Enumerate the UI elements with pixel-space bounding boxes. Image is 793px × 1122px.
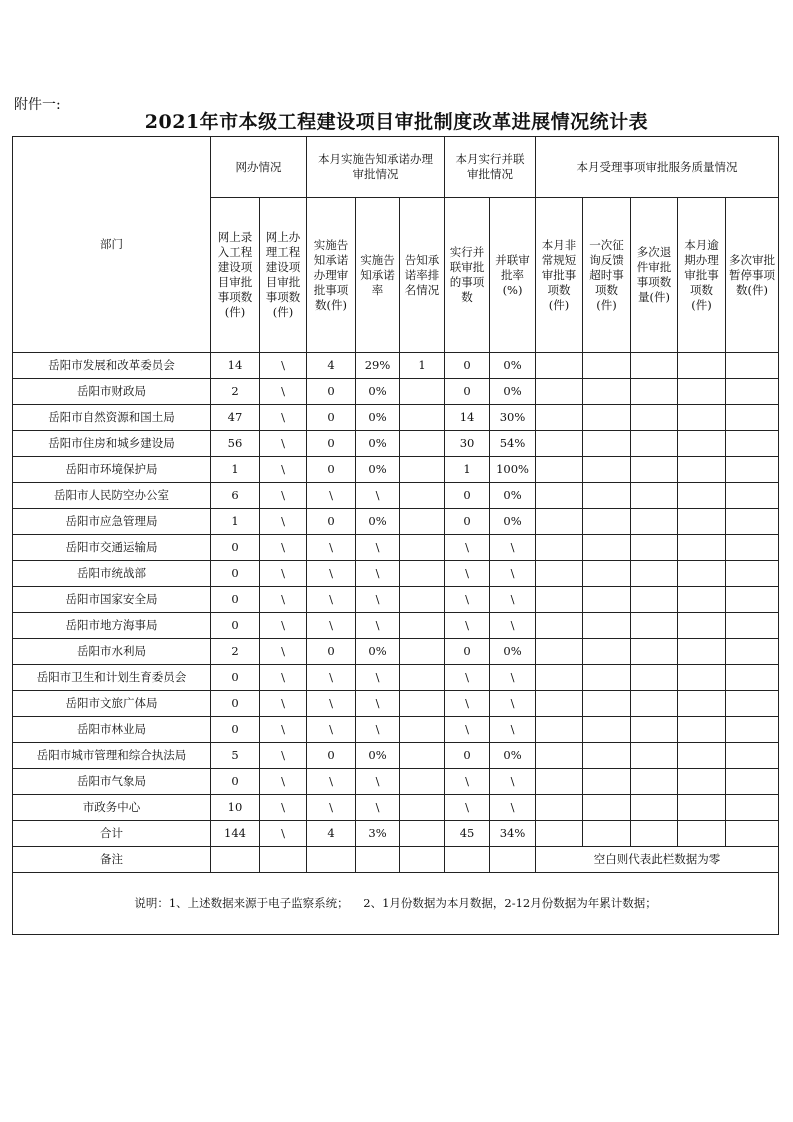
value-cell: \ [490, 691, 536, 717]
value-cell [726, 431, 779, 457]
table-row [13, 379, 779, 405]
value-cell: 30% [490, 405, 536, 431]
value-cell: 0% [356, 405, 400, 431]
value-cell: 10 [211, 795, 260, 821]
dept-cell: 岳阳市人民防空办公室 [13, 483, 211, 509]
value-cell: 0 [211, 769, 260, 795]
value-cell: \ [445, 691, 490, 717]
value-cell: \ [356, 483, 400, 509]
dept-header: 部门 [13, 137, 211, 353]
dept-cell: 岳阳市统战部 [13, 561, 211, 587]
table-row [13, 405, 779, 431]
value-cell [400, 821, 445, 847]
col-header: 并联审批率(%) [490, 198, 536, 353]
value-cell [631, 353, 678, 379]
remarks-empty-cell [211, 847, 260, 873]
value-cell: 56 [211, 431, 260, 457]
remarks-row [13, 847, 779, 873]
value-cell: \ [260, 717, 307, 743]
value-cell: 1 [211, 457, 260, 483]
value-cell: \ [445, 613, 490, 639]
table-row [13, 509, 779, 535]
value-cell [583, 717, 631, 743]
value-cell [400, 691, 445, 717]
table-row [13, 483, 779, 509]
value-cell [631, 587, 678, 613]
value-cell: 4 [307, 821, 356, 847]
value-cell [400, 587, 445, 613]
value-cell [536, 457, 583, 483]
dept-cell: 岳阳市水利局 [13, 639, 211, 665]
value-cell [583, 769, 631, 795]
dept-cell: 市政务中心 [13, 795, 211, 821]
value-cell [678, 769, 726, 795]
group-header-quality: 本月受理事项审批服务质量情况 [536, 137, 779, 198]
value-cell [536, 769, 583, 795]
value-cell: 0 [307, 431, 356, 457]
value-cell: \ [356, 795, 400, 821]
value-cell: 0% [356, 431, 400, 457]
value-cell [678, 717, 726, 743]
value-cell [536, 821, 583, 847]
value-cell [536, 431, 583, 457]
value-cell [400, 665, 445, 691]
value-cell: \ [490, 535, 536, 561]
col-header: 多次审批暂停事项数(件) [726, 198, 779, 353]
table-row [13, 561, 779, 587]
value-cell [583, 795, 631, 821]
value-cell [583, 353, 631, 379]
value-cell: 3% [356, 821, 400, 847]
value-cell: 6 [211, 483, 260, 509]
value-cell [536, 743, 583, 769]
value-cell: 0 [445, 379, 490, 405]
value-cell [726, 769, 779, 795]
value-cell: \ [260, 613, 307, 639]
dept-cell: 岳阳市自然资源和国土局 [13, 405, 211, 431]
value-cell: 0 [211, 535, 260, 561]
footnote-row [13, 873, 779, 935]
value-cell: \ [490, 561, 536, 587]
col-header: 本月非常规短审批事项数(件) [536, 198, 583, 353]
value-cell: 0 [307, 639, 356, 665]
dept-cell: 岳阳市文旅广体局 [13, 691, 211, 717]
value-cell [536, 483, 583, 509]
value-cell [726, 483, 779, 509]
value-cell: 0 [445, 743, 490, 769]
remarks-label: 备注 [13, 847, 211, 873]
value-cell: 0 [307, 405, 356, 431]
value-cell: \ [260, 743, 307, 769]
table-row [13, 353, 779, 379]
dept-cell: 合计 [13, 821, 211, 847]
dept-cell: 岳阳市国家安全局 [13, 587, 211, 613]
value-cell: \ [260, 639, 307, 665]
value-cell: \ [356, 717, 400, 743]
value-cell [678, 743, 726, 769]
value-cell: \ [260, 795, 307, 821]
dept-cell: 岳阳市地方海事局 [13, 613, 211, 639]
value-cell: 45 [445, 821, 490, 847]
value-cell: 0% [490, 353, 536, 379]
value-cell: 0% [356, 743, 400, 769]
value-cell [726, 561, 779, 587]
value-cell [631, 691, 678, 717]
value-cell [678, 509, 726, 535]
value-cell: 0 [211, 561, 260, 587]
value-cell [726, 405, 779, 431]
value-cell: 14 [445, 405, 490, 431]
value-cell [726, 795, 779, 821]
value-cell [726, 613, 779, 639]
value-cell: 0 [445, 639, 490, 665]
value-cell [400, 457, 445, 483]
value-cell [678, 379, 726, 405]
value-cell: \ [490, 769, 536, 795]
value-cell: \ [356, 691, 400, 717]
value-cell [726, 665, 779, 691]
value-cell: \ [260, 561, 307, 587]
group-header-commitment: 本月实施告知承诺办理审批情况 [307, 137, 445, 198]
value-cell: \ [356, 587, 400, 613]
value-cell: 0 [211, 665, 260, 691]
value-cell [400, 639, 445, 665]
value-cell [678, 457, 726, 483]
value-cell [583, 587, 631, 613]
value-cell [631, 795, 678, 821]
value-cell [583, 405, 631, 431]
value-cell [678, 353, 726, 379]
value-cell: \ [260, 509, 307, 535]
value-cell [536, 665, 583, 691]
value-cell: \ [260, 821, 307, 847]
value-cell [726, 639, 779, 665]
table-row [13, 613, 779, 639]
value-cell: 0 [445, 509, 490, 535]
remarks-note: 空白则代表此栏数据为零 [536, 847, 779, 873]
value-cell: \ [356, 561, 400, 587]
value-cell: 0 [307, 457, 356, 483]
value-cell: \ [445, 717, 490, 743]
value-cell: 0 [307, 743, 356, 769]
value-cell [583, 379, 631, 405]
value-cell [400, 535, 445, 561]
value-cell [400, 509, 445, 535]
value-cell [536, 379, 583, 405]
value-cell [536, 405, 583, 431]
value-cell [583, 561, 631, 587]
value-cell: 0 [211, 691, 260, 717]
remarks-empty-cell [400, 847, 445, 873]
value-cell: \ [260, 665, 307, 691]
value-cell [631, 379, 678, 405]
value-cell: \ [307, 483, 356, 509]
value-cell [536, 561, 583, 587]
value-cell: 0% [490, 639, 536, 665]
value-cell: \ [260, 691, 307, 717]
value-cell: \ [260, 353, 307, 379]
value-cell [400, 613, 445, 639]
value-cell [678, 561, 726, 587]
table-row [13, 587, 779, 613]
value-cell [583, 509, 631, 535]
value-cell: 0% [356, 379, 400, 405]
value-cell: \ [445, 587, 490, 613]
group-header-parallel: 本月实行并联审批情况 [445, 137, 536, 198]
table-row [13, 535, 779, 561]
value-cell [583, 431, 631, 457]
value-cell [631, 821, 678, 847]
value-cell [631, 509, 678, 535]
col-header: 告知承诺率排名情况 [400, 198, 445, 353]
value-cell [631, 769, 678, 795]
value-cell: 0 [211, 717, 260, 743]
value-cell [678, 613, 726, 639]
table-row [13, 743, 779, 769]
dept-cell: 岳阳市财政局 [13, 379, 211, 405]
value-cell [536, 587, 583, 613]
value-cell: 0 [211, 613, 260, 639]
value-cell: \ [356, 613, 400, 639]
col-header: 本月逾期办理审批事项数(件) [678, 198, 726, 353]
value-cell [726, 353, 779, 379]
value-cell: \ [490, 613, 536, 639]
col-header: 网上录入工程建设项目审批事项数(件) [211, 198, 260, 353]
value-cell: 0 [307, 509, 356, 535]
dept-cell: 岳阳市交通运输局 [13, 535, 211, 561]
dept-cell: 岳阳市环境保护局 [13, 457, 211, 483]
value-cell [536, 353, 583, 379]
value-cell: \ [260, 457, 307, 483]
group-header-online: 网办情况 [211, 137, 307, 198]
value-cell [631, 483, 678, 509]
dept-cell: 岳阳市住房和城乡建设局 [13, 431, 211, 457]
value-cell: \ [307, 665, 356, 691]
value-cell [678, 405, 726, 431]
value-cell [583, 821, 631, 847]
value-cell [678, 821, 726, 847]
value-cell [678, 691, 726, 717]
value-cell: \ [490, 665, 536, 691]
value-cell: 2 [211, 379, 260, 405]
value-cell: 30 [445, 431, 490, 457]
value-cell: 0% [356, 639, 400, 665]
value-cell [726, 587, 779, 613]
value-cell [631, 457, 678, 483]
value-cell: 1 [445, 457, 490, 483]
table-row [13, 769, 779, 795]
value-cell [678, 665, 726, 691]
value-cell [583, 743, 631, 769]
value-cell [536, 509, 583, 535]
value-cell [400, 483, 445, 509]
value-cell: 1 [400, 353, 445, 379]
header-row-groups [13, 137, 779, 198]
value-cell [631, 535, 678, 561]
value-cell: \ [260, 769, 307, 795]
table-row [13, 665, 779, 691]
value-cell: 0 [211, 587, 260, 613]
dept-cell: 岳阳市发展和改革委员会 [13, 353, 211, 379]
table-row [13, 795, 779, 821]
dept-cell: 岳阳市气象局 [13, 769, 211, 795]
value-cell [678, 795, 726, 821]
value-cell [400, 561, 445, 587]
value-cell: \ [307, 769, 356, 795]
value-cell [400, 743, 445, 769]
table-row [13, 639, 779, 665]
value-cell: \ [307, 561, 356, 587]
value-cell: 0% [490, 483, 536, 509]
dept-cell: 岳阳市林业局 [13, 717, 211, 743]
value-cell: \ [307, 717, 356, 743]
footnote: 说明：1、上述数据来源于电子监察系统； 2、1月份数据为本月数据，2-12月份数据为年累计数据； [13, 873, 779, 935]
value-cell: 0 [307, 379, 356, 405]
value-cell: 2 [211, 639, 260, 665]
value-cell: \ [260, 405, 307, 431]
value-cell [631, 561, 678, 587]
table-row [13, 431, 779, 457]
value-cell: \ [260, 535, 307, 561]
table-row [13, 691, 779, 717]
table-row [13, 457, 779, 483]
value-cell [583, 457, 631, 483]
value-cell: \ [490, 795, 536, 821]
value-cell: 14 [211, 353, 260, 379]
value-cell [726, 717, 779, 743]
value-cell [726, 691, 779, 717]
value-cell: \ [356, 665, 400, 691]
value-cell: 1 [211, 509, 260, 535]
statistics-table [12, 136, 779, 935]
value-cell: 4 [307, 353, 356, 379]
value-cell: 144 [211, 821, 260, 847]
table-row [13, 717, 779, 743]
col-header: 多次退件审批事项数量(件) [631, 198, 678, 353]
value-cell: \ [490, 717, 536, 743]
dept-cell: 岳阳市城市管理和综合执法局 [13, 743, 211, 769]
value-cell: \ [307, 587, 356, 613]
value-cell [536, 691, 583, 717]
value-cell: \ [445, 535, 490, 561]
value-cell [631, 639, 678, 665]
col-header: 实行并联审批的事项数 [445, 198, 490, 353]
value-cell [536, 795, 583, 821]
value-cell: \ [445, 795, 490, 821]
value-cell [631, 743, 678, 769]
value-cell: 29% [356, 353, 400, 379]
value-cell [583, 535, 631, 561]
value-cell [678, 587, 726, 613]
value-cell [726, 821, 779, 847]
value-cell: \ [356, 535, 400, 561]
remarks-empty-cell [445, 847, 490, 873]
remarks-empty-cell [356, 847, 400, 873]
value-cell: \ [307, 535, 356, 561]
value-cell: \ [307, 613, 356, 639]
value-cell [400, 795, 445, 821]
value-cell [678, 483, 726, 509]
value-cell: \ [445, 769, 490, 795]
value-cell [631, 613, 678, 639]
page-title: 2021年市本级工程建设项目审批制度改革进展情况统计表 [144, 111, 649, 133]
dept-cell: 岳阳市卫生和计划生育委员会 [13, 665, 211, 691]
value-cell [726, 457, 779, 483]
value-cell [536, 613, 583, 639]
value-cell: 54% [490, 431, 536, 457]
value-cell [400, 717, 445, 743]
value-cell: 0% [356, 457, 400, 483]
value-cell [583, 613, 631, 639]
value-cell: \ [445, 561, 490, 587]
value-cell [400, 405, 445, 431]
value-cell: \ [260, 483, 307, 509]
value-cell [583, 483, 631, 509]
value-cell: \ [445, 665, 490, 691]
table-row [13, 821, 779, 847]
value-cell: \ [260, 587, 307, 613]
value-cell [631, 665, 678, 691]
value-cell [400, 379, 445, 405]
value-cell: \ [260, 431, 307, 457]
col-header: 网上办理工程建设项目审批事项数(件) [260, 198, 307, 353]
value-cell [400, 431, 445, 457]
value-cell [631, 431, 678, 457]
value-cell [583, 691, 631, 717]
value-cell [726, 535, 779, 561]
value-cell [631, 717, 678, 743]
value-cell [631, 405, 678, 431]
attachment-label: 附件一: [14, 97, 61, 113]
col-header: 实施告知承诺办理审批事项数(件) [307, 198, 356, 353]
value-cell [583, 665, 631, 691]
value-cell: \ [490, 587, 536, 613]
remarks-empty-cell [307, 847, 356, 873]
value-cell [726, 379, 779, 405]
value-cell: \ [307, 691, 356, 717]
value-cell: \ [356, 769, 400, 795]
value-cell: 0% [490, 379, 536, 405]
value-cell [536, 717, 583, 743]
value-cell [726, 509, 779, 535]
value-cell [726, 743, 779, 769]
value-cell: 34% [490, 821, 536, 847]
value-cell [536, 535, 583, 561]
value-cell [678, 639, 726, 665]
value-cell: 0% [356, 509, 400, 535]
value-cell [400, 769, 445, 795]
col-header: 实施告知承诺率 [356, 198, 400, 353]
value-cell: 100% [490, 457, 536, 483]
value-cell: 0 [445, 483, 490, 509]
value-cell [536, 639, 583, 665]
value-cell: \ [307, 795, 356, 821]
value-cell: \ [260, 379, 307, 405]
value-cell [678, 431, 726, 457]
value-cell: 0 [445, 353, 490, 379]
remarks-empty-cell [490, 847, 536, 873]
dept-cell: 岳阳市应急管理局 [13, 509, 211, 535]
value-cell: 5 [211, 743, 260, 769]
value-cell: 0% [490, 509, 536, 535]
value-cell [583, 639, 631, 665]
value-cell: 47 [211, 405, 260, 431]
remarks-empty-cell [260, 847, 307, 873]
col-header: 一次征询反馈超时事项数(件) [583, 198, 631, 353]
value-cell: 0% [490, 743, 536, 769]
value-cell [678, 535, 726, 561]
